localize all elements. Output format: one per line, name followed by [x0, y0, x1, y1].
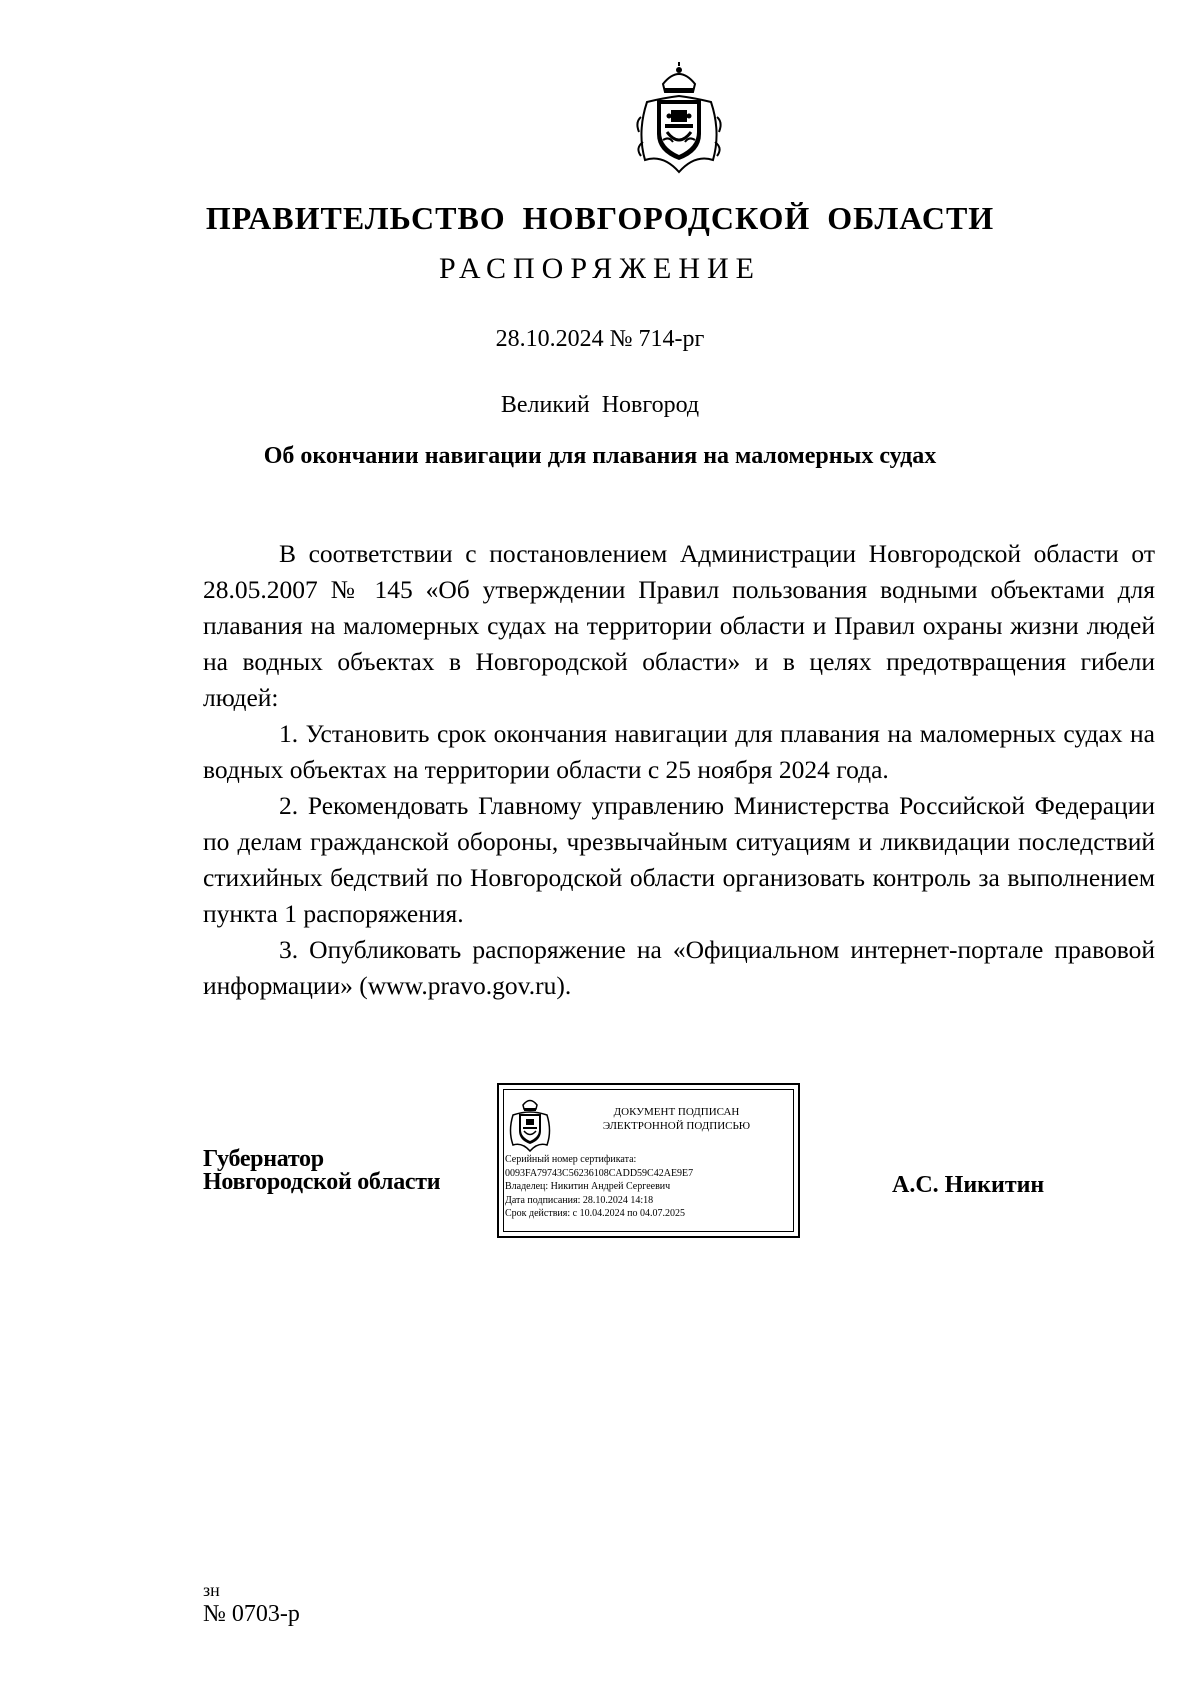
- body-paragraph-item-2: 2. Рекомендовать Главному управлению Министерства Российской Федерации по делам гражданской обороны, чрезвычайным ситуациям и ликвидации последствий стихийных бедствий по Новгородской области организовать контроль за выполнением пункта 1 распоряжения.: [203, 791, 1155, 928]
- stamp-signed-date: Дата подписания: 28.10.2024 14:18: [505, 1194, 654, 1206]
- document-title: Об окончании навигации для плавания на маломерных судах: [263, 443, 937, 469]
- document-body: [203, 536, 1155, 1004]
- signatory-position-line2: Новгородской области: [203, 1169, 441, 1195]
- document-date-number: 28.10.2024 № 714-рг: [495, 326, 705, 352]
- stamp-owner: Владелец: Никитин Андрей Сергеевич: [505, 1181, 671, 1192]
- organization-name: ПРАВИТЕЛЬСТВО НОВГОРОДСКОЙ ОБЛАСТИ: [205, 200, 995, 236]
- coat-of-arms-icon: [633, 62, 725, 180]
- signatory-position: [203, 1148, 440, 1194]
- electronic-signature-stamp: [497, 1083, 800, 1238]
- body-paragraph-item-3: 3. Опубликовать распоряжение на «Официальном интернет-портале правовой информации» (www.pravo.gov.ru).: [203, 935, 1155, 1000]
- body-paragraph-item-1: 1. Установить срок окончания навигации для плавания на маломерных судах на водных объектах на территории области с 25 ноября 2024 года.: [203, 719, 1155, 784]
- body-paragraph-preamble: В соответствии с постановлением Администрации Новгородской области от 28.05.2007 № 145 «Об утверждении Правил пользования водными объектами для плавания на маломерных судах на территории области и Правил охраны жизни людей на водных объектах в Новгородской области» и в целях предотвращения гибели людей:: [203, 539, 1155, 712]
- stamp-coat-of-arms-icon: [507, 1095, 553, 1153]
- stamp-serial: 0093FA79743C56236108CADD59C42AE9E7: [505, 1167, 694, 1179]
- stamp-serial-label: Серийный номер сертификата:: [505, 1154, 637, 1165]
- signatory-position-line1: Губернатор: [203, 1146, 324, 1172]
- document-place: Великий Новгород: [500, 392, 700, 418]
- signatory-name: А.С. Никитин: [892, 1172, 1045, 1198]
- footer-number: № 0703-р: [203, 1601, 300, 1627]
- footer-code: зн: [203, 1580, 220, 1600]
- stamp-validity: Срок действия: с 10.04.2024 по 04.07.2025: [505, 1208, 685, 1219]
- stamp-heading-line1: ДОКУМЕНТ ПОДПИСАН: [613, 1106, 740, 1118]
- stamp-heading: [569, 1105, 784, 1133]
- stamp-details: [505, 1153, 794, 1221]
- document-footer: [203, 1578, 300, 1626]
- document-type: РАСПОРЯЖЕНИЕ: [438, 252, 762, 285]
- stamp-heading-line2: ЭЛЕКТРОННОЙ ПОДПИСЬЮ: [602, 1120, 751, 1132]
